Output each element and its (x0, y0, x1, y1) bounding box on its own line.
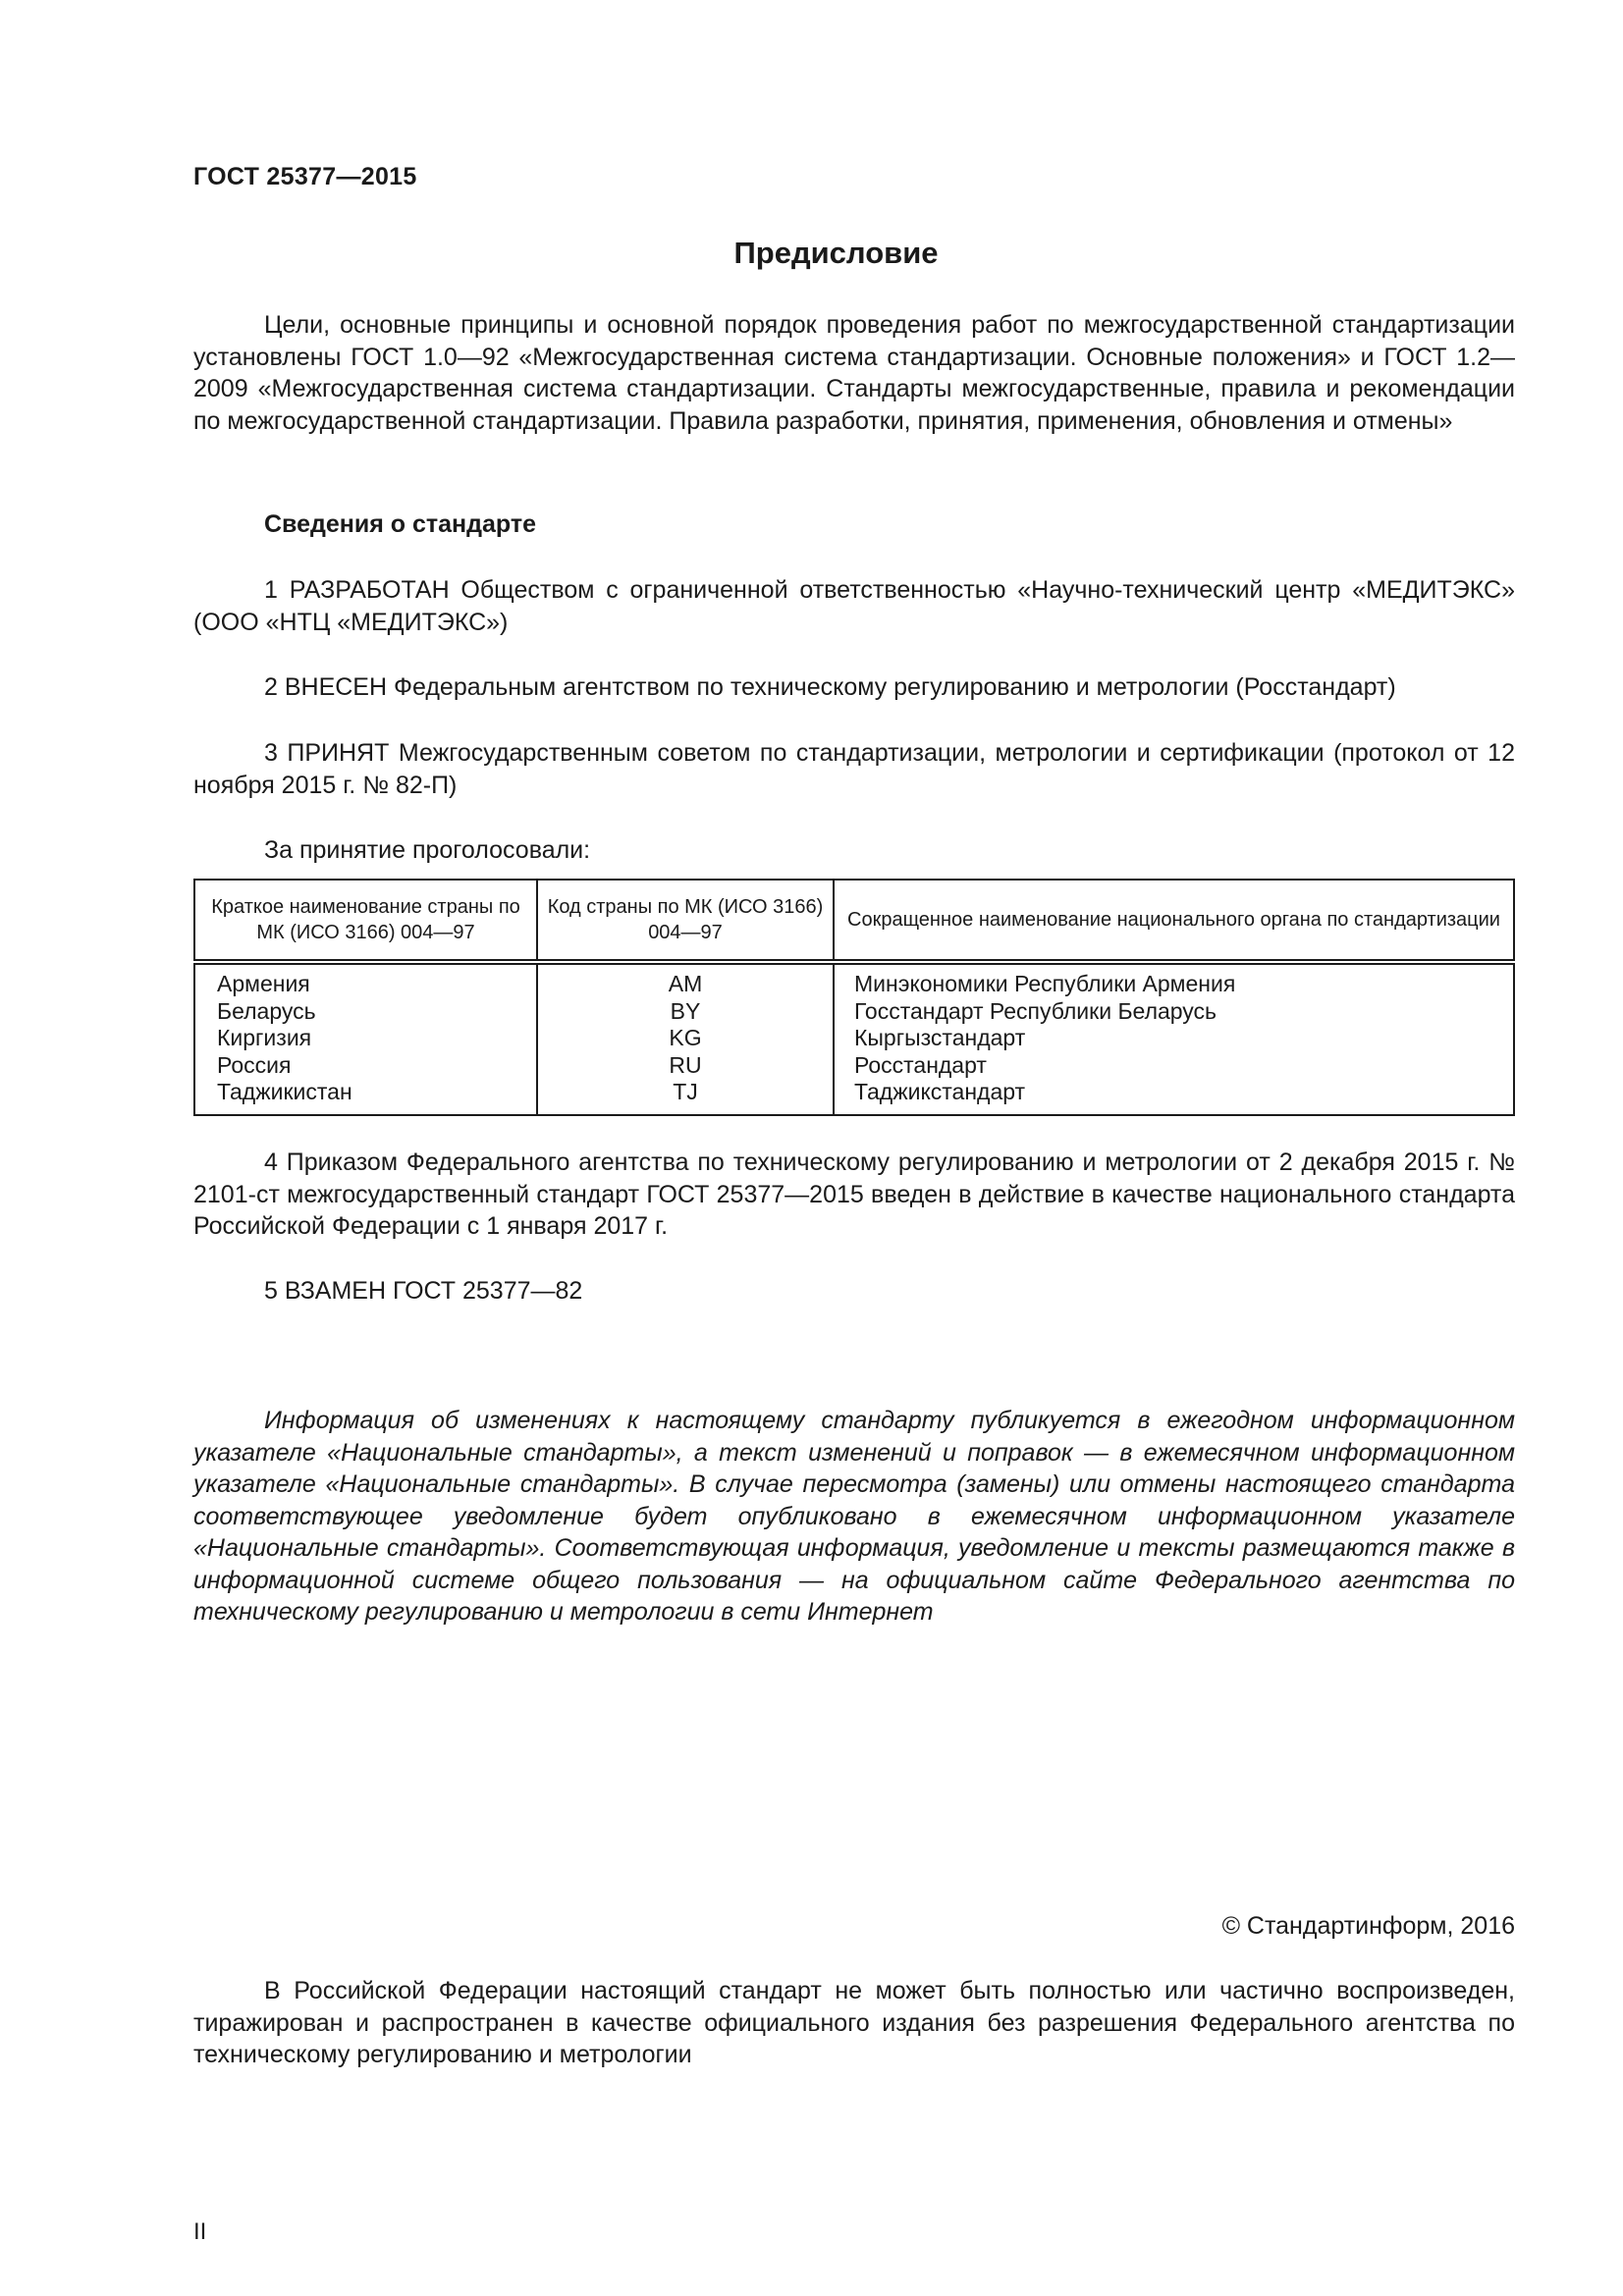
table-header-country: Краткое наименование страны по МК (ИСО 3166) 004—97 (194, 880, 537, 962)
voting-caption: За принятие проголосовали: (264, 836, 591, 864)
table-body-row (194, 962, 1514, 1115)
page-number: II (193, 2218, 207, 2245)
reproduction-notice: В Российской Федерации настоящий стандарт не может быть полностью или частично воспроизведен, тиражирован и распространен в качестве официального издания без разрешения Федерального агентства по техническому регулированию и метрологии (193, 1977, 1515, 2068)
table-header-organization: Сокращенное наименование национального органа по стандартизации (834, 880, 1514, 962)
code-column (537, 962, 834, 1115)
table-cell-code: KG (669, 1025, 702, 1050)
item-1-paragraph: 1 РАЗРАБОТАН Обществом с ограниченной ответственностью «Научно-технический центр «МЕДИТЭКС» (ООО «НТЦ «МЕДИТЭКС») (193, 576, 1515, 636)
copyright-line: © Стандартинформ, 2016 (1221, 1912, 1515, 1940)
table-cell-country: Армения (217, 971, 310, 996)
table-cell-code: RU (669, 1051, 702, 1078)
table-cell-country: Россия (217, 1051, 292, 1078)
item-3-paragraph: 3 ПРИНЯТ Межгосударственным советом по стандартизации, метрологии и сертификации (протокол от 12 ноября 2015 г. № 82-П) (193, 739, 1515, 799)
table-header-row (194, 880, 1514, 962)
table-cell-organization: Кыргызстандарт (854, 1025, 1026, 1050)
table-cell-code: TJ (673, 1079, 698, 1104)
table-cell-code: AM (668, 971, 703, 996)
table-cell-organization: Таджикстандарт (854, 1079, 1026, 1104)
table-header-code: Код страны по МК (ИСО 3166) 004—97 (537, 880, 834, 962)
table-cell-code: BY (670, 997, 701, 1024)
item-5-paragraph: 5 ВЗАМЕН ГОСТ 25377—82 (264, 1277, 583, 1305)
table-cell-organization: Росстандарт (854, 1051, 987, 1078)
table-cell-organization: Госстандарт Республики Беларусь (854, 997, 1217, 1024)
voting-countries-table (193, 879, 1515, 1116)
item-4-paragraph: 4 Приказом Федерального агентства по техническому регулированию и метрологии от 2 декабря 2015 г. № 2101-ст межгосударственный стандарт ГОСТ 25377—2015 введен в действие в качестве национального стандарта Российской Федерации с 1 января 2017 г. (193, 1148, 1515, 1240)
table-cell-organization: Минэкономики Республики Армения (854, 971, 1236, 996)
intro-paragraph: Цели, основные принципы и основной порядок проведения работ по межгосударственной стандартизации установлены ГОСТ 1.0—92 «Межгосударственная система стандартизации. Основные положения» и ГОСТ 1.2—2009 «Межгосударственная система стандартизации. Стандарты межгосударственные, правила и рекомендации по межгосударственной стандартизации. Правила разработки, принятия, применения, обновления и отмены» (193, 311, 1515, 435)
section-heading: Сведения о стандарте (264, 510, 537, 538)
table-cell-country: Киргизия (217, 1025, 312, 1050)
page-title: Предисловие (733, 236, 939, 270)
item-2-paragraph: 2 ВНЕСЕН Федеральным агентством по техническому регулированию и метрологии (Росстандарт) (264, 673, 1396, 701)
changes-info-notice: Информация об изменениях к настоящему стандарту публикуется в ежегодном информационном указателе «Национальные стандарты», а текст изменений и поправок — в ежемесячном информационном указателе «Национальные стандарты». В случае пересмотра (замены) или отмены настоящего стандарта соответствующее уведомление будет опубликовано в ежемесячном информационном указателе «Национальные стандарты». Соответствующая информация, уведомление и тексты размещаются также в информационной системе общего пользования — на официальном сайте Федерального агентства по техническому регулированию и метрологии в сети Интернет (193, 1407, 1515, 1626)
table-cell-country: Таджикистан (217, 1079, 352, 1104)
table-cell-country: Беларусь (217, 997, 316, 1024)
organization-column (834, 962, 1514, 1115)
country-column (194, 962, 537, 1115)
document-code: ГОСТ 25377—2015 (193, 163, 417, 190)
